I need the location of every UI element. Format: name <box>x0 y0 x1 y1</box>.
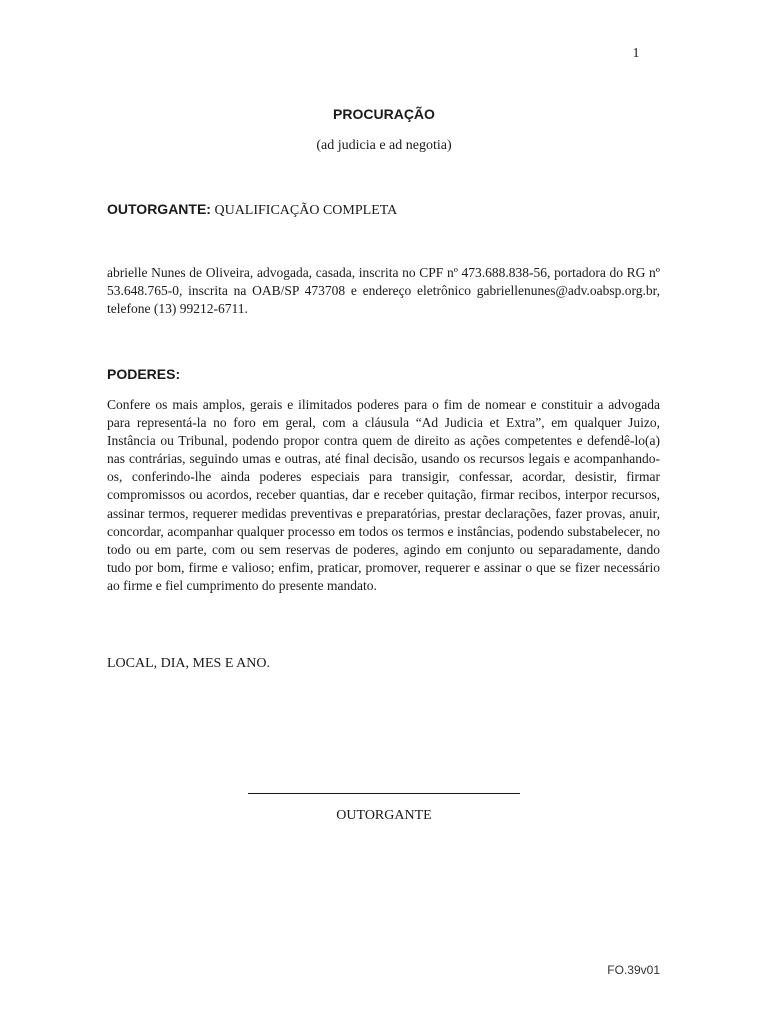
form-code: FO.39v01 <box>607 963 660 977</box>
outorgante-line <box>107 201 667 219</box>
place-date: LOCAL, DIA, MES E ANO. <box>107 656 270 671</box>
outorgante-label: OUTORGANTE: <box>107 201 211 217</box>
powers-text: Confere os mais amplos, gerais e ilimitados poderes para o fim de nomear e constituir a advogada para representá-la no foro em geral, com a cláusula “Ad Judicia et Extra”, em qualquer Juizo, Instância ou Tribunal, podendo propor contra quem de direito as ações competentes e defendê-lo(a) nas contrárias, seguindo umas e outras, até final decisão, usando os recursos legais e acompanhando-os, conferindo-lhe ainda poderes especiais para transigir, confessar, acordar, desistir, firmar compromissos ou acordos, receber quantias, dar e receber quitação, firmar recibos, interpor recursos, assinar termos, requerer medidas preventivas e preparatórias, prestar declarações, fazer provas, anuir, concordar, acompanhar qualquer processo em todos os termos e instâncias, podendo substabelecer, no todo ou em parte, com ou sem reservas de poderes, agindo em conjunto ou separadamente, dando tudo por bom, firme e valioso; enfim, praticar, promover, requerer e assinar o que se fizer necessário ao firme e fiel cumprimento do presente mandato. <box>107 397 660 593</box>
outorgante-value: QUALIFICAÇÃO COMPLETA <box>214 203 398 218</box>
outorgante-qualification: abrielle Nunes de Oliveira, advogada, casada, inscrita no CPF nº 473.688.838-56, portadora do RG nº 53.648.765-0, inscrita na OAB/SP 473708 e endereço eletrônico gabriellenunes@adv.oabsp.org.br, telefone (13) 99212-6711. <box>107 265 660 317</box>
powers-heading: PODERES: <box>107 366 181 382</box>
page-number: 1 <box>632 46 640 61</box>
document-title: PROCURAÇÃO <box>333 106 435 122</box>
signature-label: OUTORGANTE <box>336 808 432 823</box>
document-subtitle: (ad judicia e ad negotia) <box>316 138 452 153</box>
signature-line <box>248 793 520 794</box>
